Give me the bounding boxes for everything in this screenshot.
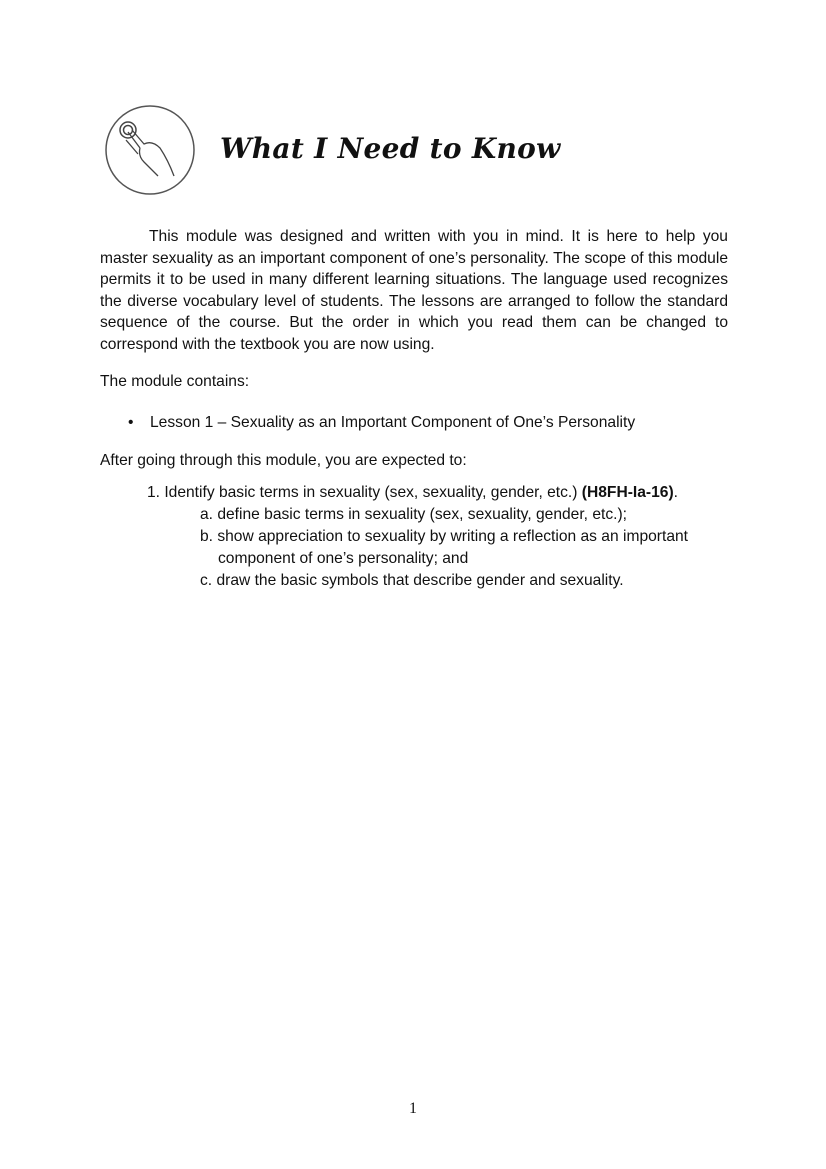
section-title: What I Need to Know bbox=[220, 132, 561, 165]
pointing-hand-icon bbox=[104, 104, 196, 196]
objective-a: a. define basic terms in sexuality (sex, sexuality, gender, etc.); bbox=[200, 506, 627, 523]
objective-b: b. show appreciation to sexuality by writing a reflection as an important bbox=[200, 528, 688, 545]
module-contains-label: The module contains: bbox=[100, 373, 250, 390]
objective-main-end: . bbox=[673, 484, 678, 501]
objective-main bbox=[147, 482, 678, 504]
objective-main-text: 1. Identify basic terms in sexuality (sex, sexuality, gender, etc.) bbox=[147, 484, 582, 501]
objective-c: c. draw the basic symbols that describe gender and sexuality. bbox=[200, 572, 624, 589]
lesson-item: Lesson 1 – Sexuality as an Important Component of One’s Personality bbox=[150, 414, 636, 431]
intro-paragraph: This module was designed and written with you in mind. It is here to help you master sexuality as an important component of one’s personality. The scope of this module permits it to be used in many different learning situations. The language used recognizes the diverse vocabulary level of students. The lessons are arranged to follow the standard sequence of the course. But the order in which you read them can be changed to correspond with the textbook you are now using. bbox=[100, 228, 728, 353]
competency-code: (H8FH-Ia-16) bbox=[581, 484, 674, 501]
bullet-icon: • bbox=[128, 414, 134, 431]
page-number: 1 bbox=[409, 1100, 417, 1117]
objective-b-continued: component of one’s personality; and bbox=[218, 550, 469, 567]
expected-label: After going through this module, you are expected to: bbox=[100, 452, 467, 469]
